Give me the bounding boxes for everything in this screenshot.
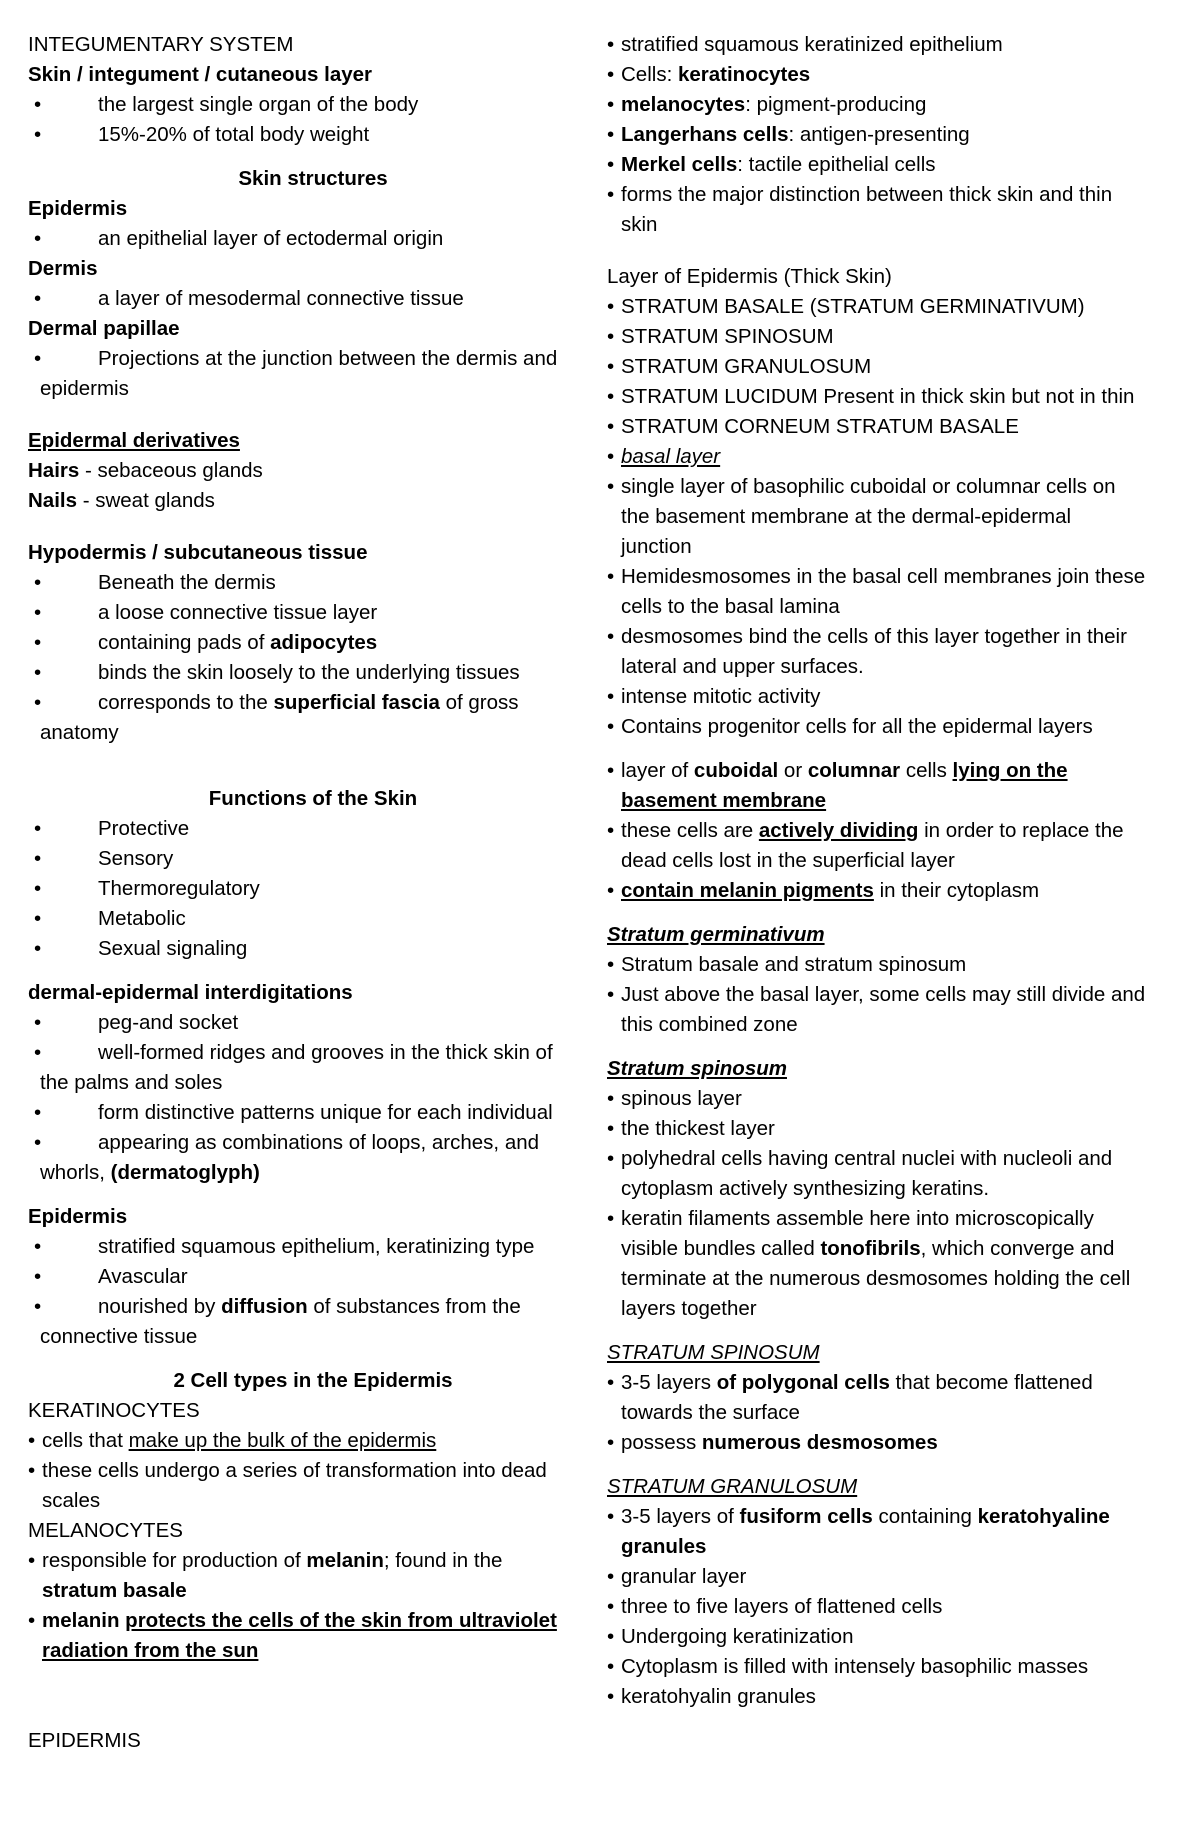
list-item: • form distinctive patterns unique for each individual	[34, 1101, 553, 1124]
list-item: • peg-and socket	[34, 1011, 239, 1034]
structures-heading: Skin structures	[238, 167, 388, 190]
list-item: • STRATUM LUCIDUM Present in thick skin but not in thin	[607, 385, 1135, 408]
list-item: • Cytoplasm is filled with intensely basophilic masses	[607, 1655, 1089, 1678]
hypodermis-heading: Hypodermis / subcutaneous tissue	[28, 541, 368, 564]
list-item: • the thickest layer	[607, 1117, 775, 1140]
list-item: • stratified squamous epithelium, keratinizing type	[34, 1235, 535, 1258]
list-item: • Cells: keratinocytes	[607, 63, 811, 86]
epidermis-label: Epidermis	[28, 197, 128, 220]
granulosum-heading: STRATUM GRANULOSUM	[607, 1475, 858, 1498]
list-item: • Merkel cells: tactile epithelial cells	[607, 153, 936, 176]
list-item: • Undergoing keratinization	[607, 1625, 854, 1648]
list-item: • a layer of mesodermal connective tissue	[34, 287, 464, 310]
list-item: • nourished by diffusion of substances from the connective tissue	[34, 1295, 521, 1348]
nails-line: Nails - sweat glands	[28, 489, 215, 512]
list-item: • Sexual signaling	[34, 937, 248, 960]
spinosum-heading: Stratum spinosum	[607, 1057, 787, 1080]
layers-heading: Layer of Epidermis (Thick Skin)	[607, 265, 892, 288]
list-item: • STRATUM CORNEUM STRATUM BASALE	[607, 415, 1019, 438]
spinosum-heading-2: STRATUM SPINOSUM	[607, 1341, 820, 1364]
list-item: • these cells undergo a series of transformation into dead scales	[28, 1459, 547, 1512]
keratinocytes-label: KERATINOCYTES	[28, 1399, 200, 1422]
list-item: • Projections at the junction between the dermis and epidermis	[34, 347, 558, 400]
list-item: • binds the skin loosely to the underlying tissues	[34, 661, 520, 684]
list-item: • keratohyalin granules	[607, 1685, 816, 1708]
list-item: • cells that make up the bulk of the epidermis	[28, 1429, 437, 1452]
list-item: • desmosomes bind the cells of this layer together in their lateral and upper surfaces.	[607, 625, 1127, 678]
list-item: • polyhedral cells having central nuclei with nucleoli and cytoplasm actively synthesizing keratins.	[607, 1147, 1113, 1200]
list-item: • layer of cuboidal or columnar cells lying on the basement membrane	[607, 759, 1068, 812]
hairs-line: Hairs - sebaceous glands	[28, 459, 263, 482]
list-item: • corresponds to the superficial fascia of gross anatomy	[34, 691, 519, 744]
derivatives-heading: Epidermal derivatives	[28, 429, 240, 452]
list-item: • Contains progenitor cells for all the epidermal layers	[607, 715, 1093, 738]
melanocytes-label: MELANOCYTES	[28, 1519, 183, 1542]
list-item: • contain melanin pigments in their cytoplasm	[607, 879, 1040, 902]
list-item: • containing pads of adipocytes	[34, 631, 378, 654]
list-item: • Protective	[34, 817, 190, 840]
dermis-label: Dermis	[28, 257, 98, 280]
list-item: • STRATUM GRANULOSUM	[607, 355, 872, 378]
list-item: • Stratum basale and stratum spinosum	[607, 953, 967, 976]
epidermis-heading-2: Epidermis	[28, 1205, 128, 1228]
celltypes-heading: 2 Cell types in the Epidermis	[173, 1369, 453, 1392]
list-item: • Metabolic	[34, 907, 186, 930]
list-item: • Beneath the dermis	[34, 571, 276, 594]
list-item: • STRATUM BASALE (STRATUM GERMINATIVUM)	[607, 295, 1085, 318]
list-item: • these cells are actively dividing in order to replace the dead cells lost in the superficial layer	[607, 819, 1124, 872]
list-item: • three to five layers of flattened cells	[607, 1595, 943, 1618]
interdigitations-heading: dermal-epidermal interdigitations	[28, 981, 353, 1004]
list-item: • basal layer	[607, 445, 721, 468]
list-item: • a loose connective tissue layer	[34, 601, 378, 624]
list-item: • an epithelial layer of ectodermal origin	[34, 227, 444, 250]
left-column	[28, 30, 598, 1756]
papillae-label: Dermal papillae	[28, 317, 180, 340]
list-item: • possess numerous desmosomes	[607, 1431, 938, 1454]
list-item: • Avascular	[34, 1265, 188, 1288]
list-item: • responsible for production of melanin; found in the stratum basale	[28, 1549, 503, 1602]
list-item: • melanocytes: pigment-producing	[607, 93, 927, 116]
list-item: • forms the major distinction between thick skin and thin skin	[607, 183, 1113, 236]
list-item: • Thermoregulatory	[34, 877, 260, 900]
list-item: • 3-5 layers of polygonal cells that become flattened towards the surface	[607, 1371, 1093, 1424]
list-item: • 3-5 layers of fusiform cells containing keratohyaline granules	[607, 1505, 1110, 1558]
right-column	[607, 30, 1182, 1712]
list-item: • STRATUM SPINOSUM	[607, 325, 834, 348]
list-item: • keratin filaments assemble here into microscopically visible bundles called tonofibrils, which converge and terminate at the numerous desmosomes holding the cell layers together	[607, 1207, 1131, 1320]
list-item: • 15%-20% of total body weight	[34, 123, 370, 146]
document-title: INTEGUMENTARY SYSTEM	[28, 33, 294, 56]
list-item: • Sensory	[34, 847, 174, 870]
list-item: • Just above the basal layer, some cells may still divide and this combined zone	[607, 983, 1146, 1036]
germinativum-heading: Stratum germinativum	[607, 923, 825, 946]
list-item: • single layer of basophilic cuboidal or columnar cells on the basement membrane at the dermal-epidermal junction	[607, 475, 1116, 558]
list-item: • Langerhans cells: antigen-presenting	[607, 123, 970, 146]
functions-heading: Functions of the Skin	[208, 787, 418, 810]
footer-epidermis: EPIDERMIS	[28, 1729, 141, 1752]
list-item: • appearing as combinations of loops, arches, and whorls, (dermatoglyph)	[34, 1131, 540, 1184]
list-item: • Hemidesmosomes in the basal cell membranes join these cells to the basal lamina	[607, 565, 1146, 618]
list-item: • granular layer	[607, 1565, 747, 1588]
list-item: • the largest single organ of the body	[34, 93, 419, 116]
skin-heading: Skin / integument / cutaneous layer	[28, 63, 373, 86]
list-item: • melanin protects the cells of the skin from ultraviolet radiation from the sun	[28, 1609, 557, 1662]
list-item: • spinous layer	[607, 1087, 742, 1110]
list-item: • intense mitotic activity	[607, 685, 821, 708]
list-item: • stratified squamous keratinized epithelium	[607, 33, 1003, 56]
list-item: • well-formed ridges and grooves in the thick skin of the palms and soles	[34, 1041, 553, 1094]
